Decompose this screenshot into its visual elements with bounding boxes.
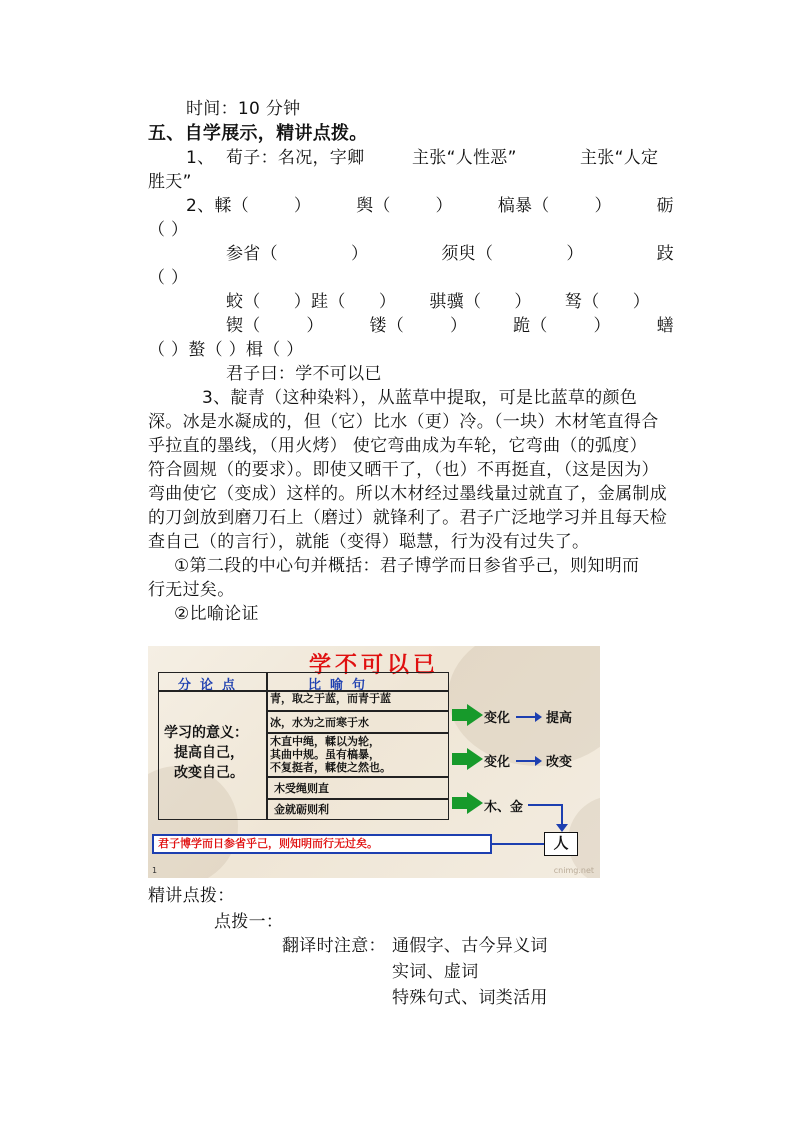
item2-row1b: （ ） — [148, 220, 189, 240]
item2-r4-e: 跪（ — [513, 316, 548, 336]
connector-line — [528, 804, 562, 806]
translation-line-4: 符合圆规（的要求）。即使又晒干了，（也）不再挺直，（这是因为） — [148, 460, 659, 480]
quote-3b: 其曲中规。虽有槁暴， — [270, 748, 380, 761]
item2-row6: 君子曰：学不可以已 — [226, 364, 382, 384]
item2-r1-f: ） — [594, 196, 612, 216]
item2-row2b: （ ） — [148, 268, 189, 288]
item2-r1-d: ） — [435, 196, 453, 216]
item2-row2 — [226, 243, 674, 265]
item2-r4-c: 镂（ — [369, 316, 405, 336]
item2-r2-e: 跂 — [656, 244, 674, 264]
translation-line-7: 查自己（的言行），就能（变得）聪慧，行为没有过失了。 — [148, 532, 590, 552]
section-title: 五、自学展示，精讲点拨。 — [148, 123, 368, 144]
item2-r1-c: 舆（ — [356, 196, 391, 216]
item1-xunzi: 荀子：名况，字卿 — [226, 148, 365, 168]
change-label-1: 变化 — [484, 711, 511, 726]
change-label-2: 变化 — [484, 755, 511, 770]
item2-r3-a: 蛟（ — [226, 292, 261, 312]
quote-3c: 不复挺者，輮使之然也。 — [270, 761, 391, 774]
item2-row4 — [226, 315, 674, 337]
quote-5: 金就砺则利 — [274, 803, 329, 816]
notes-line-3: 特殊句式、词类活用 — [392, 988, 548, 1008]
blue-arrow-1 — [516, 716, 536, 718]
quote-1: 青，取之于蓝，而青于蓝 — [270, 692, 391, 705]
col-header-metaphors: 比喻句 — [308, 678, 375, 693]
quote-2: 冰，水为之而寒于水 — [270, 716, 369, 729]
green-arrow-1 — [452, 704, 482, 726]
item2-r2-c: 须臾（ — [441, 244, 494, 264]
slide-title: 学不可以已 — [308, 653, 439, 678]
slide-figure — [148, 646, 600, 878]
meaning-1: 学习的意义： — [164, 725, 248, 741]
blue-arrow-2 — [516, 760, 536, 762]
notes-label: 翻译时注意： — [282, 936, 386, 956]
item2-row1 — [186, 195, 674, 217]
result-label-2: 改变 — [546, 755, 573, 770]
item2-r3-e: ） — [514, 292, 532, 312]
item2-row3 — [226, 291, 650, 313]
item2-row5: （ ）螯（ ）楫（ ） — [148, 340, 304, 360]
item2-r4-d: ） — [449, 316, 468, 336]
item2-r2-a: 参省（ — [226, 244, 278, 264]
item2-r4-f: ） — [593, 316, 611, 336]
meaning-3: 改变自己。 — [174, 765, 244, 781]
metaphor-label: ②比喻论证 — [174, 604, 259, 624]
green-arrow-3 — [452, 792, 482, 814]
translation-line-2: 深。冰是水凝成的，但（它）比水（更）冷。（一块）木材笔直得合 — [148, 412, 659, 432]
quote-3a: 木直中绳，輮以为轮， — [270, 735, 380, 748]
jingjiang-label: 精讲点拨： — [148, 886, 235, 906]
translation-line-5: 弯曲使它（变成）这样的。所以木材经过墨线量过就直了，金属制成 — [148, 484, 667, 504]
item2-r3-b: ）跬（ — [293, 292, 346, 312]
notes-line-1: 通假字、古今异义词 — [392, 936, 548, 956]
person-box: 人 — [544, 832, 578, 856]
item2-r4-b: ） — [306, 316, 324, 336]
central-line-1: ①第二段的中心句并概括：君子博学而日参省乎己，则知明而 — [174, 556, 640, 576]
item2-r2-d: ） — [566, 244, 584, 264]
conclusion-connector — [492, 843, 544, 845]
time-line: 时间：10 分钟 — [186, 99, 301, 119]
slide-table — [158, 672, 594, 820]
translation-line-1: 3、靛青（这种染料），从蓝草中提取，可是比蓝草的颜色 — [202, 388, 638, 408]
connector-line — [561, 804, 563, 826]
conclusion-box: 君子博学而日参省乎己，则知明而行无过矣。 — [152, 834, 492, 854]
meaning-2: 提高自己， — [174, 745, 244, 761]
item2-r3-f: 驽（ — [564, 292, 600, 312]
item2-r1-g: 砺 — [656, 196, 674, 216]
down-arrow-icon — [556, 824, 568, 832]
translation-line-6: 的刀剑放到磨刀石上（磨过）就锋利了。君子广泛地学习并且每天检 — [148, 508, 667, 528]
item2-r1-b: ） — [293, 196, 312, 216]
item1-human-nature: 主张“人性恶” — [412, 148, 517, 168]
wood-metal-label: 木、金 — [484, 800, 524, 815]
item1-heaven: 主张“人定 — [580, 148, 659, 168]
central-line-2: 行无过矣。 — [148, 580, 235, 600]
item2-r1-a: 2、輮（ — [186, 196, 250, 216]
result-label-1: 提高 — [546, 711, 573, 726]
item1-cont: 胜天” — [148, 172, 192, 192]
col-header-points: 分论点 — [178, 678, 245, 693]
green-arrow-2 — [452, 748, 482, 770]
item2-r3-d: 骐骥（ — [429, 292, 482, 312]
watermark: cnimg.net — [553, 866, 594, 875]
notes-line-2: 实词、虚词 — [392, 962, 479, 982]
item2-r3-c: ） — [378, 292, 397, 312]
translation-line-3: 乎拉直的墨线，（用火烤） 使它弯曲成为车轮，它弯曲（的弧度） — [148, 436, 647, 456]
item2-r4-a: 锲（ — [226, 316, 261, 336]
item1-num: 1、 — [186, 148, 215, 168]
quote-4: 木受绳则直 — [274, 782, 329, 795]
item2-r4-g: 蟮 — [656, 316, 674, 336]
slide-number: 1 — [152, 866, 158, 875]
dianbo-one-label: 点拨一： — [214, 912, 284, 932]
item2-r2-b: ） — [350, 244, 369, 264]
item2-r3-g: ） — [632, 292, 650, 312]
item2-r1-e: 槁暴（ — [497, 196, 550, 216]
